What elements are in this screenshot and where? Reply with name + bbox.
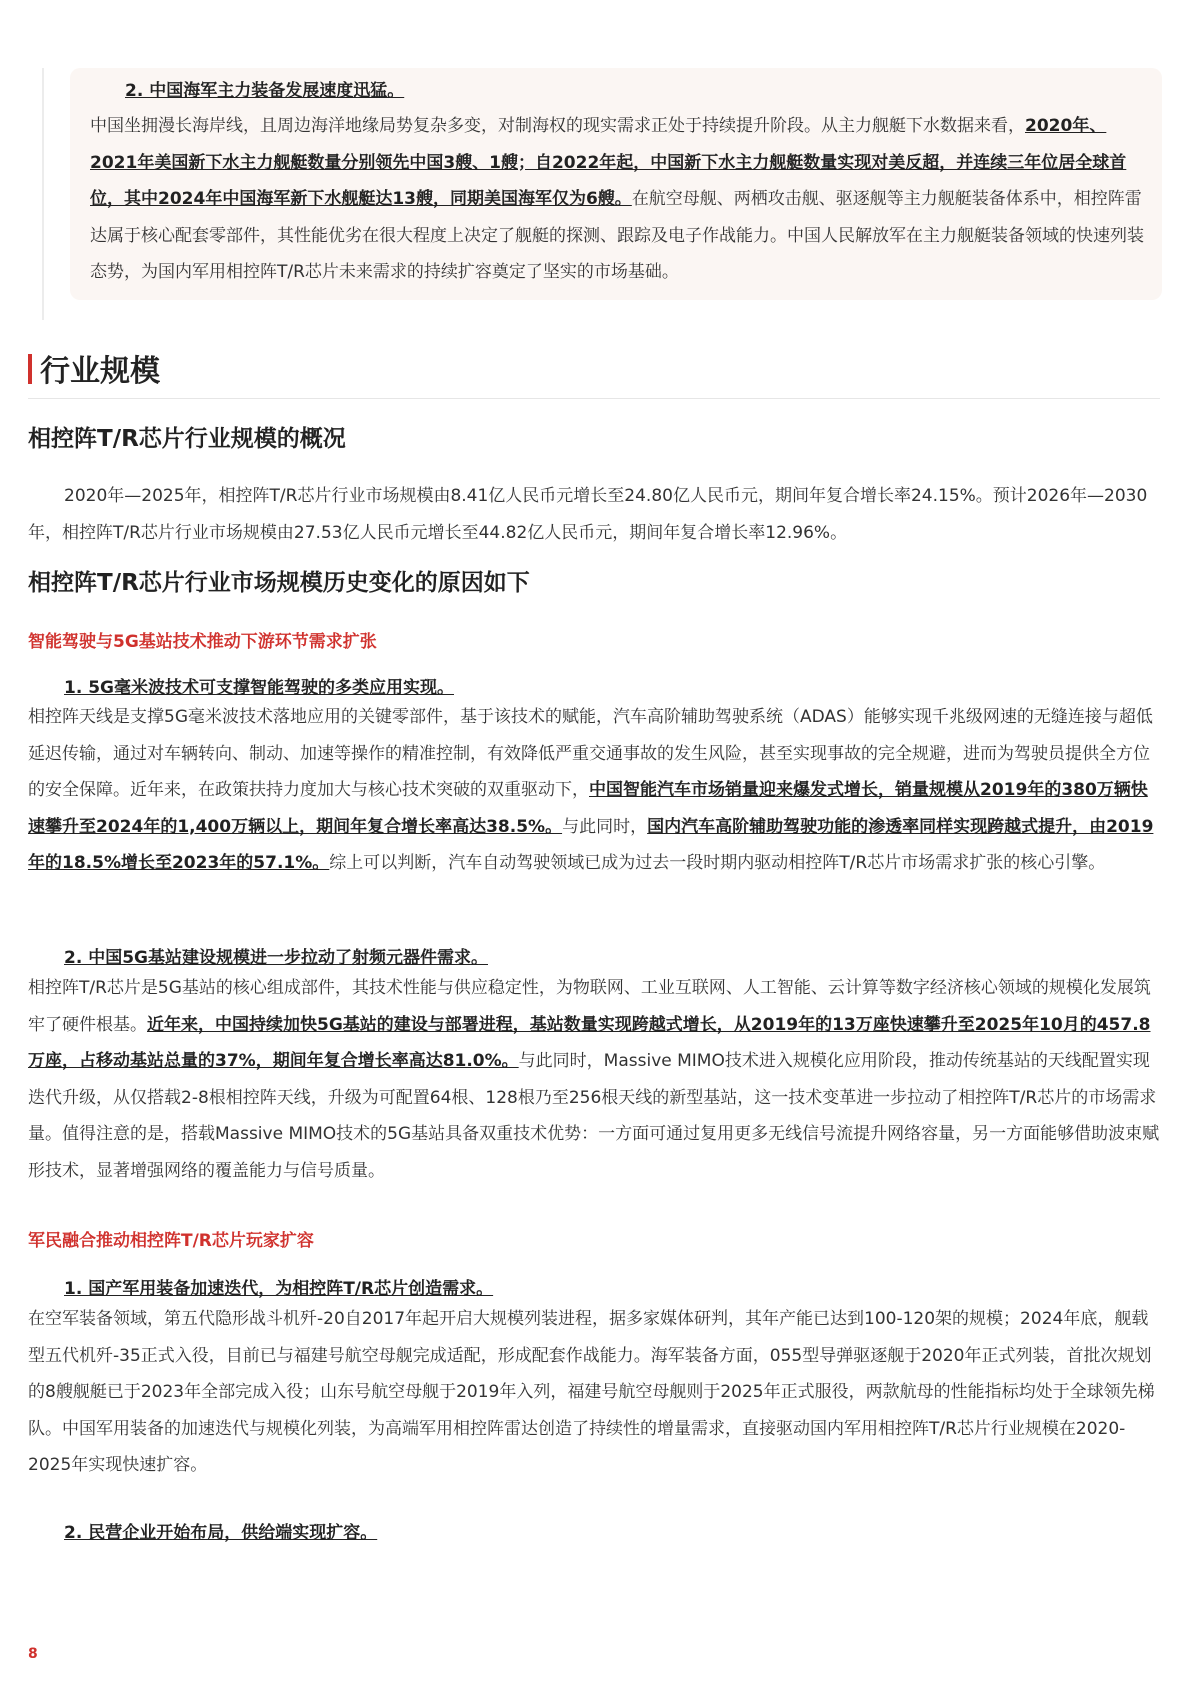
section-title: 行业规模 [40, 354, 160, 389]
callout-box [70, 68, 1162, 300]
subheading-smart-driving-5g: 智能驾驶与5G基站技术推动下游环节需求扩张 [28, 632, 377, 652]
highlight-base-station-growth: 近年来，中国持续加快5G基站的建设与部署进程，基站数量实现跨越式增长，从2019年的13万座快速攀升至2025年10月的457.8万座，占移动基站总量的37%，期间年复合增长率高达81.0%。 [28, 1014, 1151, 1071]
paragraph-5g-base-station [28, 970, 1160, 1189]
callout-text-1: 中国坐拥漫长海岸线，且周边海洋地缘局势复杂多变，对制海权的现实需求正处于持续提升阶段。从主力舰艇下水数据来看， [90, 116, 1025, 136]
section-divider [28, 398, 1160, 399]
callout-title: 2. 中国海军主力装备发展速度迅猛。 [125, 81, 405, 101]
paragraph-military-equipment: 在空军装备领域，第五代隐形战斗机歼-20自2017年起开启大规模列装进程，据多家媒体研判，其年产能已达到100-120架的规模；2024年底，舰载型五代机歼-35正式入役，目前已与福建号航空母舰完成适配，形成配套作战能力。海军装备方面，055型导弹驱逐舰于2020年正式列装，首批次规划的8艘舰艇已于2023年全部完成入役；山东号航空母舰于2019年入列，福建号航空母舰则于2025年正式服役，两款航母的性能指标均处于全球领先梯队。中国军用装备的加速迭代与规模化列装，为高端军用相控阵雷达创造了持续性的增量需求，直接驱动国内军用相控阵T/R芯片行业规模在2020-2025年实现快速扩容。 [28, 1309, 1155, 1475]
page-number: 8 [28, 1646, 38, 1662]
callout-paragraph [90, 108, 1145, 291]
callout-text-2: 在航空母舰、两栖攻击舰、驱逐舰等主力舰艇装备体系中，相控阵雷达属于核心配套零部件，其性能优劣在很大程度上决定了舰艇的探测、跟踪及电子作战能力。中国人民解放军在主力舰艇装备领域的快速列装态势，为国内军用相控阵T/R芯片未来需求的持续扩容奠定了坚实的市场基础。 [90, 189, 1144, 282]
paragraph-smart-driving [28, 699, 1160, 882]
highlight-adas-penetration: 国内汽车高阶辅助驾驶功能的渗透率同样实现跨越式提升，由2019年的18.5%增长至2023年的57.1%。 [28, 816, 1154, 873]
text-segment: 与此同时， [562, 816, 648, 837]
callout-highlight: 2020年、2021年美国新下水主力舰艇数量分别领先中国3艘、1艘；自2022年起，中国新下水主力舰艇数量实现对美反超，并连续三年位居全球首位，其中2024年中国海军新下水舰艇达13艘，同期美国海军仅为6艘。 [90, 116, 1127, 209]
section-accent-bar [28, 354, 32, 384]
text-segment: 与此同时，Massive MIMO技术进入规模化应用阶段，推动传统基站的天线配置实现迭代升级，从仅搭载2-8根相控阵天线，升级为可配置64根、128根乃至256根天线的新型基站，这一技术变革进一步拉动了相控阵T/R芯片的市场需求量。值得注意的是，搭载Massive MIMO技术的5G基站具备双重技术优势：一方面可通过复用更多无线信号流提升网络容量，另一方面能够借助波束赋形技术，显著增强网络的覆盖能力与信号质量。 [28, 1051, 1160, 1181]
item-title-5g-base-station: 2. 中国5G基站建设规模进一步拉动了射频元器件需求。 [64, 948, 488, 968]
reasons-heading: 相控阵T/R芯片行业市场规模历史变化的原因如下 [28, 570, 530, 596]
scale-paragraph: 2020年—2025年，相控阵T/R芯片行业市场规模由8.41亿人民币元增长至24.80亿人民币元，期间年复合增长率24.15%。预计2026年—2030年，相控阵T/R芯片行业市场规模由27.53亿人民币元增长至44.82亿人民币元，期间年复合增长率12.96%。 [28, 486, 1148, 543]
item-title-military-equipment: 1. 国产军用装备加速迭代，为相控阵T/R芯片创造需求。 [64, 1279, 494, 1299]
item-title-private-enterprise: 2. 民营企业开始布局，供给端实现扩容。 [64, 1523, 378, 1543]
highlight-smart-car-sales: 中国智能汽车市场销量迎来爆发式增长，销量规模从2019年的380万辆快速攀升至2024年的1,400万辆以上，期间年复合增长率高达38.5%。 [28, 780, 1148, 837]
text-segment: 综上可以判断，汽车自动驾驶领域已成为过去一段时期内驱动相控阵T/R芯片市场需求扩张的核心引擎。 [329, 853, 1106, 873]
callout-container [42, 68, 1162, 320]
text-segment: 相控阵T/R芯片是5G基站的核心组成部件，其技术性能与供应稳定性，为物联网、工业互联网、人工智能、云计算等数字经济核心领域的规模化发展筑牢了硬件根基。 [28, 978, 1151, 1035]
subheading-civil-military: 军民融合推动相控阵T/R芯片玩家扩容 [28, 1231, 314, 1251]
item-title-5g-mmwave: 1. 5G毫米波技术可支撑智能驾驶的多类应用实现。 [64, 678, 454, 698]
text-segment: 相控阵天线是支撑5G毫米波技术落地应用的关键零部件，基于该技术的赋能，汽车高阶辅助驾驶系统（ADAS）能够实现千兆级网速的无缝连接与超低延迟传输，通过对车辆转向、制动、加速等操作的精准控制，有效降低严重交通事故的发生风险，甚至实现事故的完全规避，进而为驾驶员提供全方位的安全保障。近年来，在政策扶持力度加大与核心技术突破的双重驱动下， [28, 707, 1153, 800]
scale-heading: 相控阵T/R芯片行业规模的概况 [28, 426, 346, 452]
